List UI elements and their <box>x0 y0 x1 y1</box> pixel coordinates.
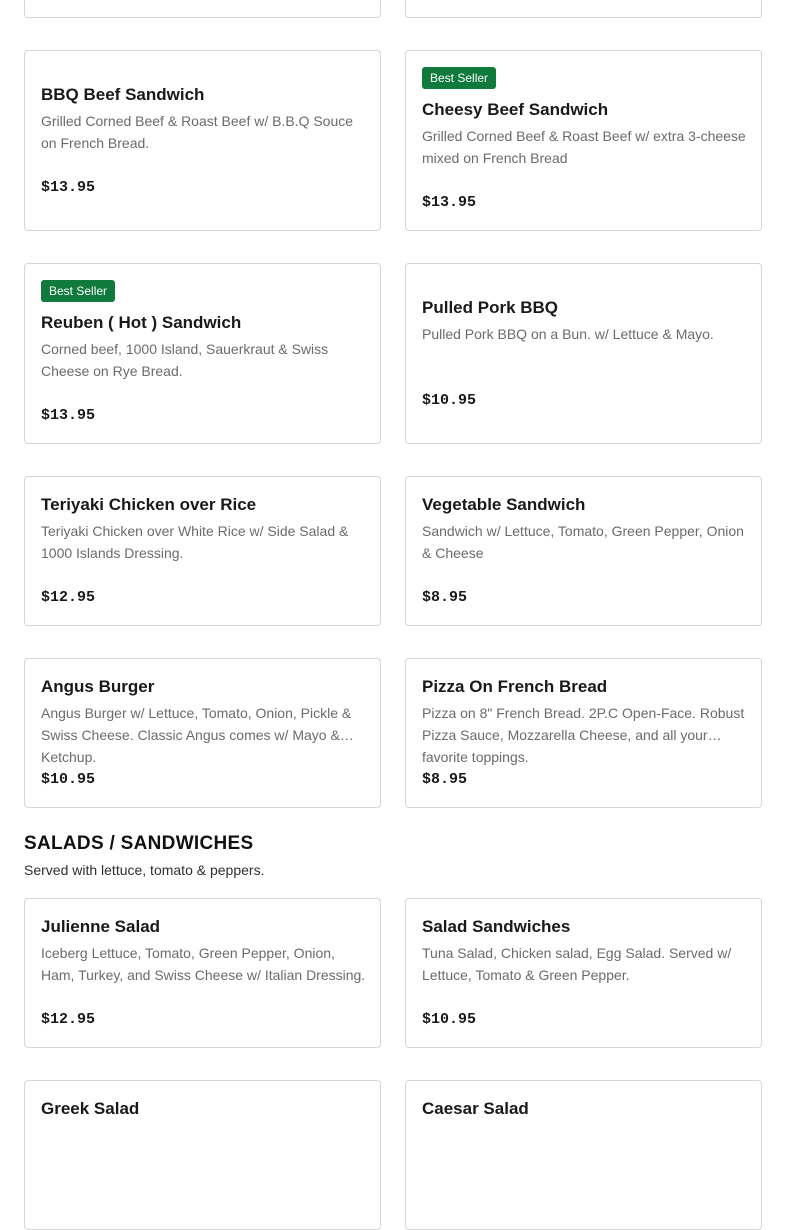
menu-item-card-cheesy-beef-sandwich[interactable] <box>405 50 762 231</box>
item-price: $13.95 <box>422 194 477 211</box>
item-price: $8.95 <box>422 771 468 788</box>
menu-item-card-teriyaki-chicken[interactable] <box>24 476 381 626</box>
item-name: Julienne Salad <box>41 917 161 936</box>
section-title: SALADS / SANDWICHES <box>24 833 254 854</box>
item-description: Tuna Salad, Chicken salad, Egg Salad. Served w/ Lettuce, Tomato & Green Pepper. <box>422 945 732 983</box>
item-name: Vegetable Sandwich <box>422 495 586 514</box>
item-price: $10.95 <box>41 771 96 788</box>
item-price: $13.95 <box>41 407 96 424</box>
menu-item-card-caesar-salad[interactable] <box>405 1080 762 1230</box>
menu-item-card-pizza-french-bread[interactable] <box>405 658 762 808</box>
item-name: Reuben ( Hot ) Sandwich <box>41 313 242 332</box>
item-price: $8.95 <box>422 589 468 606</box>
item-description: Iceberg Lettuce, Tomato, Green Pepper, Onion, Ham, Turkey, and Swiss Cheese w/ Italian Dressing. <box>41 945 366 983</box>
menu-item-card-salad-sandwiches[interactable] <box>405 898 762 1048</box>
item-price: $12.95 <box>41 1011 96 1028</box>
item-name: Pizza On French Bread <box>422 677 608 696</box>
menu-item-card-bbq-beef-sandwich[interactable] <box>24 50 381 231</box>
item-name: Pulled Pork BBQ <box>422 298 559 317</box>
item-description: Sandwich w/ Lettuce, Tomato, Green Pepper, Onion & Cheese <box>422 523 744 561</box>
item-name: Salad Sandwiches <box>422 917 571 936</box>
item-description: Grilled Corned Beef & Roast Beef w/ B.B.Q Souce on French Bread. <box>41 113 354 151</box>
item-description: Corned beef, 1000 Island, Sauerkraut & Swiss Cheese on Rye Bread. <box>41 341 329 379</box>
item-name: Cheesy Beef Sandwich <box>422 100 609 119</box>
menu-item-card-partial[interactable] <box>24 0 381 18</box>
item-name: Angus Burger <box>41 677 155 696</box>
menu-item-card-partial[interactable] <box>405 0 762 18</box>
item-price: $13.95 <box>41 179 96 196</box>
item-name: Greek Salad <box>41 1099 140 1118</box>
item-name: Caesar Salad <box>422 1099 529 1118</box>
item-price: $12.95 <box>41 589 96 606</box>
item-price: $10.95 <box>422 392 477 409</box>
item-description: Angus Burger w/ Lettuce, Tomato, Onion, Pickle & Swiss Cheese. Classic Angus comes w/ Mayo & Ketchup. <box>41 705 352 765</box>
item-description: Pizza on 8" French Bread. 2P.C Open-Face. Robust Pizza Sauce, Mozzarella Cheese, and all your favorite toppings. <box>422 705 745 765</box>
item-name: BBQ Beef Sandwich <box>41 85 205 104</box>
section-subtitle: Served with lettuce, tomato & peppers. <box>24 862 265 878</box>
menu-item-card-pulled-pork-bbq[interactable] <box>405 263 762 444</box>
best-seller-badge: Best Seller <box>422 67 496 89</box>
menu-item-card-vegetable-sandwich[interactable] <box>405 476 762 626</box>
item-description: Pulled Pork BBQ on a Bun. w/ Lettuce & Mayo. <box>422 326 714 342</box>
item-price: $10.95 <box>422 1011 477 1028</box>
item-description: Teriyaki Chicken over White Rice w/ Side Salad & 1000 Islands Dressing. <box>41 523 349 561</box>
item-name: Teriyaki Chicken over Rice <box>41 495 257 514</box>
best-seller-badge: Best Seller <box>41 280 115 302</box>
menu-item-card-greek-salad[interactable] <box>24 1080 381 1230</box>
menu-item-card-angus-burger[interactable] <box>24 658 381 808</box>
menu-item-card-julienne-salad[interactable] <box>24 898 381 1048</box>
item-description: Grilled Corned Beef & Roast Beef w/ extra 3-cheese mixed on French Bread <box>422 128 746 166</box>
menu-item-card-reuben-sandwich[interactable] <box>24 263 381 444</box>
